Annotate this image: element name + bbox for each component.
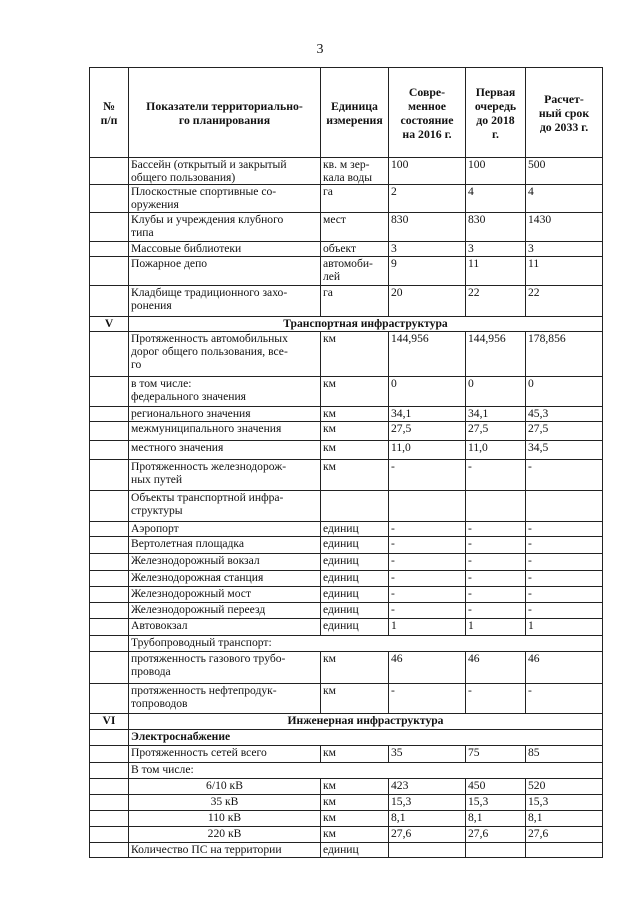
value-first-stage: 46 bbox=[466, 652, 526, 684]
table-row bbox=[90, 422, 603, 441]
indicator-name: Объекты транспортной инфра- структуры bbox=[129, 491, 321, 522]
row-num-cell bbox=[90, 746, 129, 763]
indicator-name: протяженность нефтепродук- топроводов bbox=[129, 684, 321, 714]
value-first-stage: 100 bbox=[466, 158, 526, 185]
value-calc: - bbox=[526, 587, 603, 603]
table-row bbox=[90, 158, 603, 185]
value-calc: - bbox=[526, 603, 603, 619]
value-current: 830 bbox=[389, 213, 466, 242]
row-num-cell bbox=[90, 827, 129, 843]
value-first-stage: - bbox=[466, 522, 526, 537]
unit-cell: кв. м зер- кала воды bbox=[321, 158, 389, 185]
indicator-name: Железнодорожный переезд bbox=[129, 603, 321, 619]
value-calc: 8,1 bbox=[526, 811, 603, 827]
table-row bbox=[90, 619, 603, 636]
table-row bbox=[90, 554, 603, 571]
table-row bbox=[90, 407, 603, 422]
value-current: - bbox=[389, 460, 466, 491]
value-first-stage: - bbox=[466, 571, 526, 587]
value-current: 46 bbox=[389, 652, 466, 684]
value-calc: - bbox=[526, 684, 603, 714]
row-num-cell bbox=[90, 603, 129, 619]
value-calc: - bbox=[526, 522, 603, 537]
row-num-cell bbox=[90, 407, 129, 422]
row-num-cell bbox=[90, 554, 129, 571]
row-num-cell bbox=[90, 763, 129, 779]
unit-cell: мест bbox=[321, 213, 389, 242]
table-row bbox=[90, 603, 603, 619]
value-calc: 22 bbox=[526, 286, 603, 317]
value-first-stage: 1 bbox=[466, 619, 526, 636]
value-calc: 520 bbox=[526, 779, 603, 795]
row-label-wide: Трубопроводный транспорт: bbox=[129, 636, 603, 652]
table-row bbox=[90, 377, 603, 407]
indicator-name: Бассейн (открытый и закрытый общего пользования) bbox=[129, 158, 321, 185]
value-current: 27,6 bbox=[389, 827, 466, 843]
value-calc: - bbox=[526, 554, 603, 571]
unit-cell: га bbox=[321, 185, 389, 213]
table-row bbox=[90, 522, 603, 537]
value-current: 144,956 bbox=[389, 332, 466, 377]
value-current: 100 bbox=[389, 158, 466, 185]
value-calc: - bbox=[526, 537, 603, 554]
unit-cell: автомоби- лей bbox=[321, 257, 389, 286]
unit-cell: км bbox=[321, 441, 389, 460]
value-calc bbox=[526, 491, 603, 522]
value-first-stage bbox=[466, 843, 526, 858]
row-num-cell bbox=[90, 522, 129, 537]
value-first-stage: 27,5 bbox=[466, 422, 526, 441]
header-current-2016: Совре- менное состояние на 2016 г. bbox=[389, 68, 466, 158]
value-calc: - bbox=[526, 571, 603, 587]
value-current: 0 bbox=[389, 377, 466, 407]
row-num-cell bbox=[90, 619, 129, 636]
value-current: 1 bbox=[389, 619, 466, 636]
value-first-stage: - bbox=[466, 587, 526, 603]
unit-cell: км bbox=[321, 407, 389, 422]
table-row bbox=[90, 636, 603, 652]
row-num-cell bbox=[90, 185, 129, 213]
value-calc: 0 bbox=[526, 377, 603, 407]
value-calc: 85 bbox=[526, 746, 603, 763]
table-row bbox=[90, 827, 603, 843]
table-row bbox=[90, 257, 603, 286]
row-num-cell bbox=[90, 587, 129, 603]
unit-cell: га bbox=[321, 286, 389, 317]
value-first-stage: 450 bbox=[466, 779, 526, 795]
value-current: 15,3 bbox=[389, 795, 466, 811]
indicator-name: 220 кВ bbox=[129, 827, 321, 843]
table-row bbox=[90, 587, 603, 603]
subsection-row bbox=[90, 730, 603, 746]
value-calc: 4 bbox=[526, 185, 603, 213]
value-calc bbox=[526, 843, 603, 858]
value-current: 27,5 bbox=[389, 422, 466, 441]
value-calc: 1430 bbox=[526, 213, 603, 242]
row-num-cell bbox=[90, 684, 129, 714]
indicator-name: Железнодорожный вокзал bbox=[129, 554, 321, 571]
table-header-row bbox=[90, 68, 603, 158]
header-num: № п/п bbox=[90, 68, 129, 158]
value-current: 11,0 bbox=[389, 441, 466, 460]
table-row bbox=[90, 843, 603, 858]
value-current: - bbox=[389, 554, 466, 571]
row-num-cell bbox=[90, 811, 129, 827]
unit-cell: км bbox=[321, 460, 389, 491]
indicator-name: регионального значения bbox=[129, 407, 321, 422]
header-calc-2033: Расчет- ный срок до 2033 г. bbox=[526, 68, 603, 158]
table-row bbox=[90, 441, 603, 460]
value-calc: 46 bbox=[526, 652, 603, 684]
indicator-name: Аэропорт bbox=[129, 522, 321, 537]
value-current: - bbox=[389, 603, 466, 619]
row-num-cell bbox=[90, 422, 129, 441]
value-current: 3 bbox=[389, 242, 466, 257]
value-calc: 3 bbox=[526, 242, 603, 257]
indicator-name: Вертолетная площадка bbox=[129, 537, 321, 554]
value-calc: 45,3 bbox=[526, 407, 603, 422]
indicator-name: Железнодорожная станция bbox=[129, 571, 321, 587]
value-current bbox=[389, 843, 466, 858]
unit-cell: единиц bbox=[321, 554, 389, 571]
table-row bbox=[90, 746, 603, 763]
indicator-name: 110 кВ bbox=[129, 811, 321, 827]
value-calc: 15,3 bbox=[526, 795, 603, 811]
indicator-name: Пожарное депо bbox=[129, 257, 321, 286]
unit-cell: км bbox=[321, 811, 389, 827]
row-num-cell bbox=[90, 779, 129, 795]
indicator-name: Автовокзал bbox=[129, 619, 321, 636]
value-current bbox=[389, 491, 466, 522]
unit-cell: единиц bbox=[321, 603, 389, 619]
table-row bbox=[90, 779, 603, 795]
table-row bbox=[90, 652, 603, 684]
table-row bbox=[90, 795, 603, 811]
value-current: - bbox=[389, 587, 466, 603]
value-current: 20 bbox=[389, 286, 466, 317]
row-num-cell bbox=[90, 730, 129, 746]
value-first-stage: - bbox=[466, 537, 526, 554]
indicator-name: в том числе: федерального значения bbox=[129, 377, 321, 407]
value-first-stage: 830 bbox=[466, 213, 526, 242]
indicator-name: Количество ПС на территории bbox=[129, 843, 321, 858]
value-current: 35 bbox=[389, 746, 466, 763]
table-row bbox=[90, 185, 603, 213]
value-first-stage: 34,1 bbox=[466, 407, 526, 422]
unit-cell: км bbox=[321, 332, 389, 377]
row-num-cell bbox=[90, 652, 129, 684]
row-num-cell bbox=[90, 491, 129, 522]
unit-cell: км bbox=[321, 746, 389, 763]
value-current: 423 bbox=[389, 779, 466, 795]
section-row bbox=[90, 317, 603, 332]
section-title: Транспортная инфраструктура bbox=[129, 317, 603, 332]
value-first-stage: 4 bbox=[466, 185, 526, 213]
row-num-cell bbox=[90, 213, 129, 242]
row-num-cell bbox=[90, 795, 129, 811]
row-num-cell bbox=[90, 257, 129, 286]
value-first-stage: - bbox=[466, 684, 526, 714]
section-title: Инженерная инфраструктура bbox=[129, 714, 603, 730]
row-num-cell bbox=[90, 460, 129, 491]
unit-cell: км bbox=[321, 795, 389, 811]
section-number: V bbox=[90, 317, 129, 332]
value-current: 2 bbox=[389, 185, 466, 213]
value-calc: - bbox=[526, 460, 603, 491]
header-unit: Единица измерения bbox=[321, 68, 389, 158]
subsection-title: Электроснабжение bbox=[129, 730, 603, 746]
unit-cell: км bbox=[321, 779, 389, 795]
value-calc: 11 bbox=[526, 257, 603, 286]
value-calc: 27,5 bbox=[526, 422, 603, 441]
indicator-name: Протяженность железнодорож- ных путей bbox=[129, 460, 321, 491]
value-current: 34,1 bbox=[389, 407, 466, 422]
value-first-stage: 8,1 bbox=[466, 811, 526, 827]
value-first-stage: 0 bbox=[466, 377, 526, 407]
unit-cell: км bbox=[321, 377, 389, 407]
indicator-name: 6/10 кВ bbox=[129, 779, 321, 795]
table-row bbox=[90, 491, 603, 522]
table-row bbox=[90, 537, 603, 554]
row-num-cell bbox=[90, 377, 129, 407]
unit-cell: км bbox=[321, 422, 389, 441]
table-row bbox=[90, 811, 603, 827]
value-calc: 500 bbox=[526, 158, 603, 185]
indicator-name: протяженность газового трубо- провода bbox=[129, 652, 321, 684]
value-first-stage: 11 bbox=[466, 257, 526, 286]
value-first-stage: 3 bbox=[466, 242, 526, 257]
indicator-name: Массовые библиотеки bbox=[129, 242, 321, 257]
value-first-stage: - bbox=[466, 603, 526, 619]
value-current: 8,1 bbox=[389, 811, 466, 827]
header-indicator: Показатели территориально- го планирования bbox=[129, 68, 321, 158]
indicator-name: Протяженность автомобильных дорог общего пользования, все- го bbox=[129, 332, 321, 377]
row-num-cell bbox=[90, 843, 129, 858]
unit-cell: км bbox=[321, 684, 389, 714]
row-label-wide: В том числе: bbox=[129, 763, 603, 779]
value-first-stage: 75 bbox=[466, 746, 526, 763]
unit-cell bbox=[321, 491, 389, 522]
indicator-name: Кладбище традиционного захо- ронения bbox=[129, 286, 321, 317]
row-num-cell bbox=[90, 332, 129, 377]
indicator-name: местного значения bbox=[129, 441, 321, 460]
indicator-name: Железнодорожный мост bbox=[129, 587, 321, 603]
row-num-cell bbox=[90, 242, 129, 257]
value-first-stage: 27,6 bbox=[466, 827, 526, 843]
unit-cell: единиц bbox=[321, 619, 389, 636]
unit-cell: единиц bbox=[321, 571, 389, 587]
table-body bbox=[90, 158, 603, 858]
indicator-name: 35 кВ bbox=[129, 795, 321, 811]
table-row bbox=[90, 460, 603, 491]
unit-cell: объект bbox=[321, 242, 389, 257]
table-row bbox=[90, 571, 603, 587]
table-row bbox=[90, 684, 603, 714]
row-num-cell bbox=[90, 286, 129, 317]
value-calc: 178,856 bbox=[526, 332, 603, 377]
header-first-stage-2018: Первая очередь до 2018 г. bbox=[466, 68, 526, 158]
value-first-stage: 22 bbox=[466, 286, 526, 317]
value-first-stage bbox=[466, 491, 526, 522]
value-calc: 34,5 bbox=[526, 441, 603, 460]
row-num-cell bbox=[90, 571, 129, 587]
table-row bbox=[90, 763, 603, 779]
unit-cell: км bbox=[321, 827, 389, 843]
row-num-cell bbox=[90, 158, 129, 185]
indicator-name: Протяженность сетей всего bbox=[129, 746, 321, 763]
value-first-stage: - bbox=[466, 460, 526, 491]
value-current: - bbox=[389, 684, 466, 714]
row-num-cell bbox=[90, 636, 129, 652]
value-calc: 27,6 bbox=[526, 827, 603, 843]
value-first-stage: 15,3 bbox=[466, 795, 526, 811]
page-number: 3 bbox=[316, 42, 324, 57]
value-first-stage: - bbox=[466, 554, 526, 571]
row-num-cell bbox=[90, 441, 129, 460]
table-row bbox=[90, 242, 603, 257]
value-current: - bbox=[389, 537, 466, 554]
unit-cell: км bbox=[321, 652, 389, 684]
table-row bbox=[90, 213, 603, 242]
unit-cell: единиц bbox=[321, 587, 389, 603]
value-calc: 1 bbox=[526, 619, 603, 636]
value-first-stage: 144,956 bbox=[466, 332, 526, 377]
unit-cell: единиц bbox=[321, 522, 389, 537]
row-num-cell bbox=[90, 537, 129, 554]
indicator-name: Клубы и учреждения клубного типа bbox=[129, 213, 321, 242]
indicator-name: межмуниципального значения bbox=[129, 422, 321, 441]
value-current: 9 bbox=[389, 257, 466, 286]
table-row bbox=[90, 332, 603, 377]
value-first-stage: 11,0 bbox=[466, 441, 526, 460]
section-number: VI bbox=[90, 714, 129, 730]
table-row bbox=[90, 286, 603, 317]
unit-cell: единиц bbox=[321, 843, 389, 858]
value-current: - bbox=[389, 522, 466, 537]
indicators-table bbox=[89, 67, 603, 858]
section-row bbox=[90, 714, 603, 730]
value-current: - bbox=[389, 571, 466, 587]
unit-cell: единиц bbox=[321, 537, 389, 554]
indicator-name: Плоскостные спортивные со- оружения bbox=[129, 185, 321, 213]
